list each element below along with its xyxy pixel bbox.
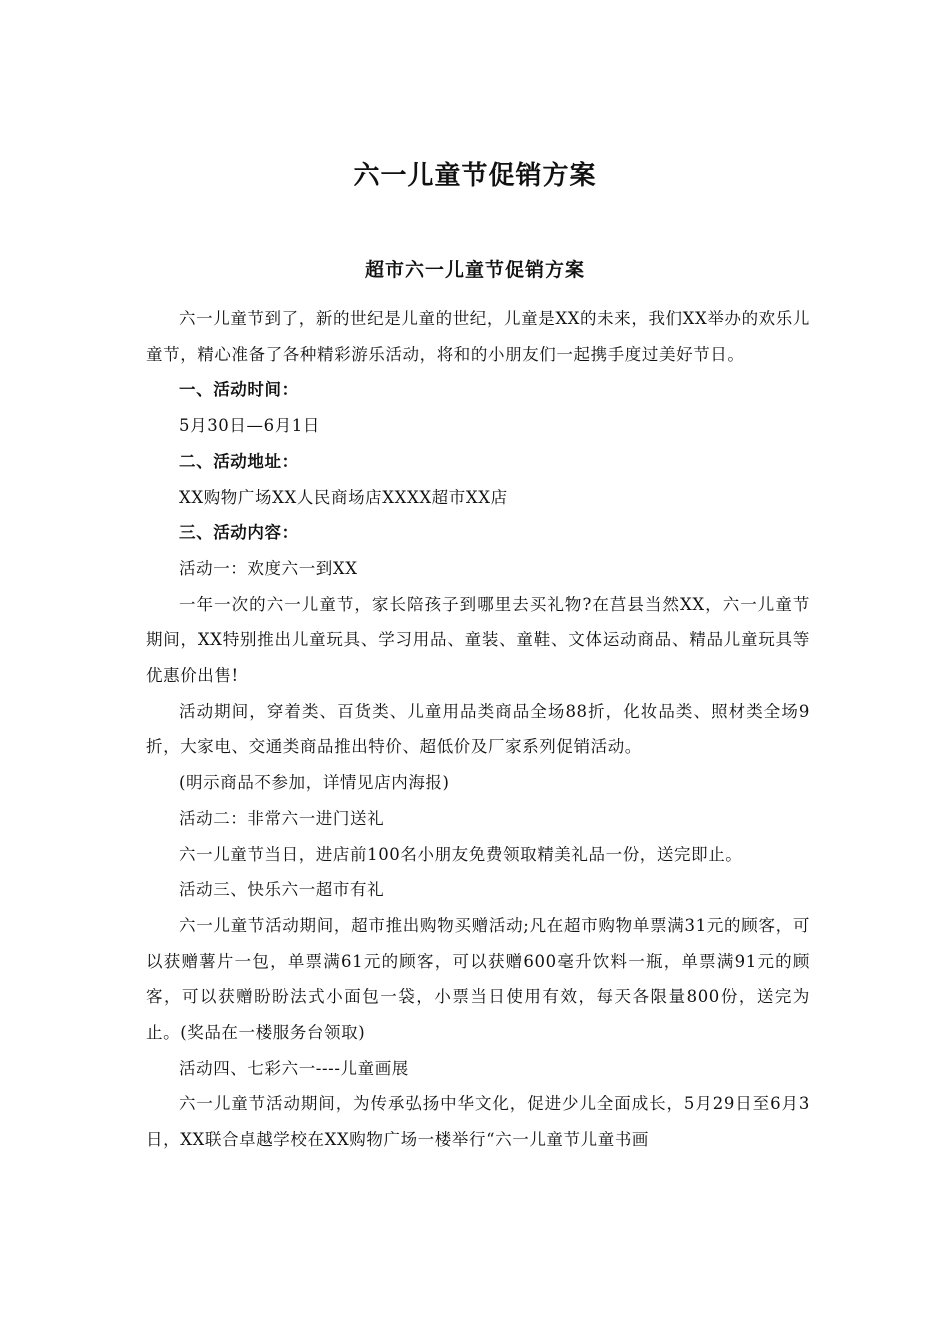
section-heading: 三、活动内容：	[179, 523, 299, 543]
section-title: 超市六一儿童节促销方案	[364, 259, 585, 281]
body-paragraph: 活动期间，穿着类、百货类、儿童用品类商品全场88折，化妆品类、照材类全场9折，大家电、交通类商品推出特价、超低价及厂家系列促销活动。	[146, 701, 810, 757]
body-paragraph: 活动一：欢度六一到XX	[179, 558, 358, 578]
body-paragraph: (明示商品不参加，详情见店内海报)	[179, 773, 450, 793]
body-paragraph: 活动二：非常六一进门送礼	[179, 808, 385, 828]
body-paragraph: 活动四、七彩六一----儿童画展	[179, 1058, 409, 1078]
body-paragraph: XX购物广场XX人民商场店XXXX超市XX店	[179, 487, 508, 507]
body-paragraph: 六一儿童节活动期间，为传承弘扬中华文化，促进少儿全面成长，5月29日至6月3日，XX联合卓越学校在XX购物广场一楼举行“六一儿童节儿童书画	[146, 1094, 810, 1150]
body-paragraph: 六一儿童节活动期间，超市推出购物买赠活动;凡在超市购物单票满31元的顾客，可以获赠薯片一包，单票满61元的顾客，可以获赠600毫升饮料一瓶，单票满91元的顾客，可以获赠盼盼法式小面包一袋，小票当日使用有效，每天各限量800份，送完为止。(奖品在一楼服务台领取)	[146, 915, 810, 1043]
section-heading: 二、活动地址：	[179, 451, 299, 471]
body-paragraph: 一年一次的六一儿童节，家长陪孩子到哪里去买礼物?在莒县当然XX，六一儿童节期间，XX特别推出儿童玩具、学习用品、童装、童鞋、文体运动商品、精品儿童玩具等优惠价出售!	[146, 594, 810, 686]
section-heading: 一、活动时间：	[179, 380, 299, 400]
page-title: 六一儿童节促销方案	[353, 161, 597, 191]
document-body	[146, 301, 810, 1158]
body-paragraph: 活动三、快乐六一超市有礼	[179, 880, 385, 900]
body-paragraph: 六一儿童节当日，进店前100名小朋友免费领取精美礼品一份，送完即止。	[179, 844, 743, 864]
body-paragraph: 5月30日—6月1日	[179, 416, 320, 436]
body-paragraph: 六一儿童节到了，新的世纪是儿童的世纪，儿童是XX的未来，我们XX举办的欢乐儿童节，精心准备了各种精彩游乐活动，将和的小朋友们一起携手度过美好节日。	[146, 309, 810, 364]
